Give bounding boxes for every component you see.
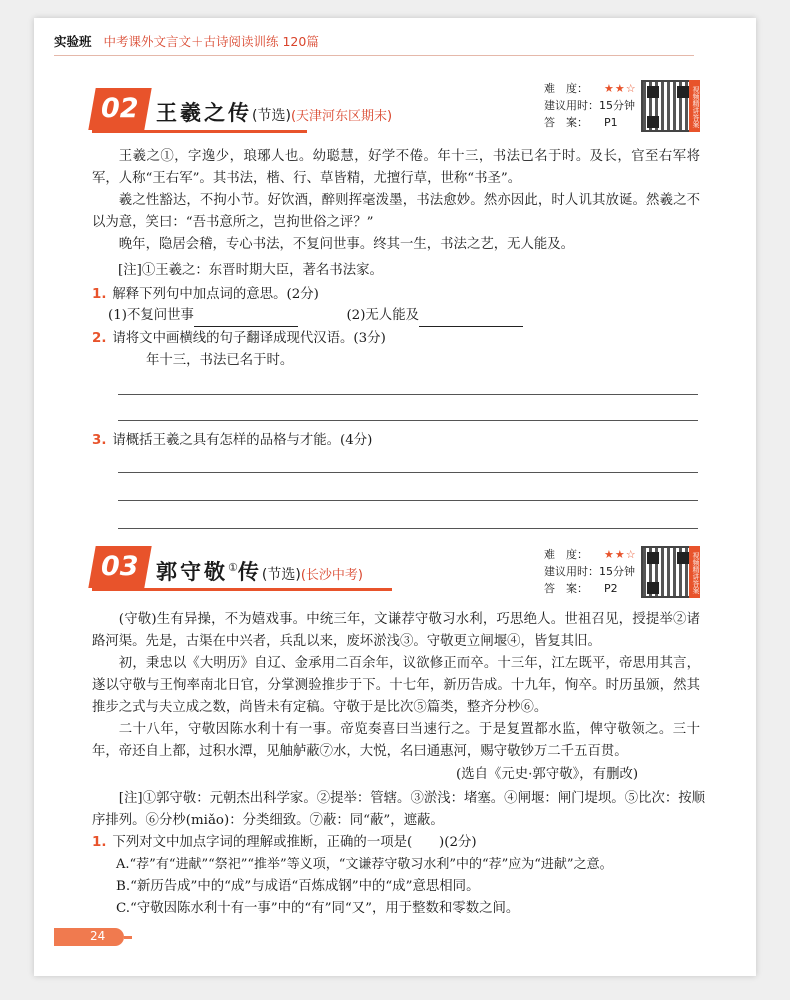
excerpt-source: (选自《元史·郭守敬》，有删改) <box>456 767 639 782</box>
section-meta: 难 度： ★★☆ 建议用时：15分钟 答 案： P1 <box>544 82 637 129</box>
answer-line[interactable] <box>118 500 698 501</box>
answer-line[interactable] <box>118 394 698 395</box>
footer-mark <box>124 936 132 939</box>
passage-paragraph: 晚年，隐居会稽，专心书法，不复问世事。终其一生，书法之艺，无人能及。 <box>118 237 575 252</box>
option-b[interactable]: B.“新历告成”中的“成”与成语“百炼成钢”中的“成”意思相同。 <box>116 879 480 894</box>
section-title: 王羲之传(节选)(天津河东区期末) <box>156 101 393 125</box>
option-c[interactable]: C.“守敬因陈水利十有一事”中的“有”同“又”，用于整数和零数之间。 <box>116 901 520 916</box>
difficulty-stars: ★★☆ <box>604 82 637 95</box>
book-title: 中考课外文言文＋古诗阅读训练 120篇 <box>103 34 319 49</box>
answer-blank[interactable] <box>419 313 523 327</box>
passage-paragraph: 羲之性豁达，不拘小节。好饮酒，醉则挥毫泼墨，书法愈妙。然亦因此，时人讥其放诞。然羲之不以为意，笑曰：“吾书意所之，岂拘世俗之评？” <box>92 193 700 230</box>
answer-line[interactable] <box>118 528 698 529</box>
section-number-02: 02 <box>88 88 151 130</box>
passage-paragraph: 初，秉忠以《大明历》自辽、金承用二百余年，议欲修正而卒。十三年，江左既平，帝思用其言，遂以守敬与王恂率南北日官，分掌测验推步于下。十七年，新历告成。十九年，恂卒。时历虽颁，然其推步之式与夫立成之数，尚皆未有定稿。守敬于是比次⑤篇类，整齐分杪⑥。 <box>92 656 700 715</box>
header-divider <box>54 55 694 56</box>
annotation-note: [注]①郭守敬：元朝杰出科学家。②提举：管辖。③淤浅：堵塞。④闸堰：闸门堤坝。⑤比次：按顺序排列。⑥分杪(miǎo)：分类细致。⑦蔽：同“蔽”，遮蔽。 <box>92 791 706 828</box>
answer-blank[interactable] <box>194 313 298 327</box>
qr-code-icon[interactable] <box>641 80 693 132</box>
series-label: 实验班 <box>54 34 92 49</box>
qr-code-icon[interactable] <box>641 546 693 598</box>
question-1-blanks: (1)不复问世事 (2)无人能及 <box>108 305 523 327</box>
source-note: (长沙中考) <box>300 568 363 583</box>
video-tag: 视频精讲答案 <box>689 546 700 598</box>
running-header <box>54 32 319 50</box>
answer-line[interactable] <box>118 420 698 421</box>
question-2-sentence: 年十三，书法已名于时。 <box>146 353 294 368</box>
video-tag: 视频精讲答案 <box>689 80 700 132</box>
section-underline <box>92 130 307 133</box>
difficulty-stars: ★★☆ <box>604 548 637 561</box>
question-3: 3. 请概括王羲之具有怎样的品格与才能。(4分) <box>92 433 373 448</box>
question-2: 2. 请将文中画横线的句子翻译成现代汉语。(3分) <box>92 331 386 346</box>
answer-line[interactable] <box>118 472 698 473</box>
section-meta: 难 度： ★★☆ 建议用时：15分钟 答 案： P2 <box>544 548 637 595</box>
passage-paragraph: 王羲之①，字逸少，琅琊人也。幼聪慧，好学不倦。年十三，书法已名于时。及长，官至右军将军，人称“王右军”。其书法，楷、行、草皆精，尤擅行草，世称“书圣”。 <box>92 149 700 186</box>
passage-paragraph: 二十八年，守敬因陈水利十有一事。帝览奏喜曰当速行之。于是复置都水监，俾守敬领之。三十年，帝还自上都，过积水潭，见舳舻蔽⑦水，大悦，名曰通惠河，赐守敬钞万二千五百贯。 <box>92 722 700 759</box>
section-number-03: 03 <box>88 546 151 588</box>
source-note: (天津河东区期末) <box>290 109 393 124</box>
question-1: 1. 解释下列句中加点词的意思。(2分) <box>92 287 319 302</box>
question-1: 1. 下列对文中加点字词的理解或推断，正确的一项是( )(2分) <box>92 835 477 850</box>
passage-paragraph: (守敬)生有异操，不为嬉戏事。中统三年，文谦荐守敬习水利，巧思绝人。世祖召见，授提举②诸路河渠。先是，古渠在中兴者，兵乱以来，废坏淤浅③。守敬更立闸堰④，皆复其旧。 <box>92 612 700 649</box>
annotation-note: [注]①王羲之：东晋时期大臣，著名书法家。 <box>118 263 383 278</box>
option-a[interactable]: A.“荐”有“进献”“祭祀”“推举”等义项，“文谦荐守敬习水利”中的“荐”应为“进献”之意。 <box>116 857 613 872</box>
section-title: 郭守敬①传(节选)(长沙中考) <box>156 560 363 584</box>
page-number: 24 <box>90 929 106 943</box>
section-underline <box>92 588 392 591</box>
page-tab <box>54 928 124 946</box>
